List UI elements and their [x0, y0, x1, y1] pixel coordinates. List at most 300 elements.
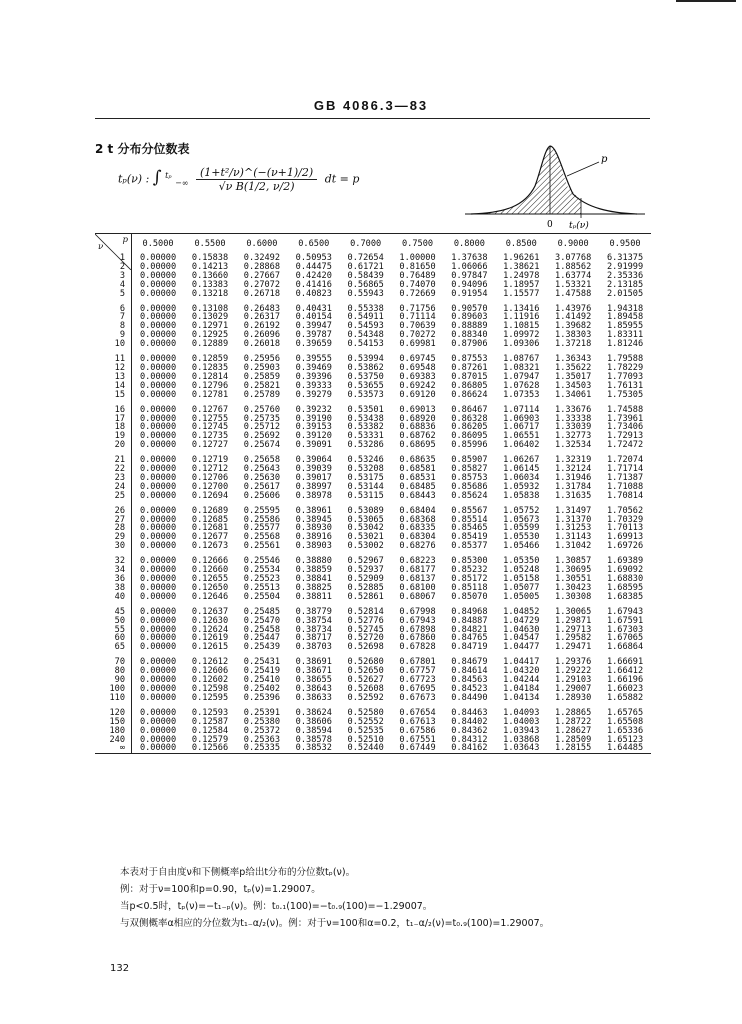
quantile-cell: 1.06145: [503, 464, 540, 475]
table-row: [95, 643, 651, 652]
quantile-cell: 0.68335: [399, 523, 436, 534]
quantile-cell: 1.10815: [503, 321, 540, 332]
nu-cell: 10: [95, 340, 132, 349]
quantile-cell: 0.40154: [295, 312, 332, 323]
quantile-cell: 1.32773: [555, 431, 592, 442]
quantile-cell: 1.30695: [555, 565, 592, 576]
quantile-cell: 0.12637: [191, 606, 229, 617]
quantile-cell: 1.05673: [503, 514, 540, 525]
quantile-cell: 0.85624: [451, 490, 488, 501]
quantile-cell: 0.25595: [243, 505, 281, 516]
quantile-cell: 0.12694: [191, 490, 229, 501]
quantile-cell: 0.67551: [399, 734, 436, 745]
quantile-cell: 0.86205: [451, 422, 488, 433]
quantile-cell: 0.44475: [295, 261, 332, 272]
quantile-cell: 0.85465: [451, 523, 488, 534]
quantile-cell: 0.39396: [295, 371, 332, 382]
quantile-cell: 0.00000: [139, 481, 177, 492]
quantile-cell: 0.38903: [295, 541, 332, 552]
nu-cell: 150: [95, 718, 132, 727]
quantile-cell: 0.25577: [243, 523, 281, 534]
quantile-cell: 1.05752: [503, 505, 540, 516]
quantile-cell: 0.67801: [399, 657, 436, 668]
quantile-cell: 0.25712: [243, 422, 281, 433]
table-body: [95, 254, 651, 754]
quantile-cell: 1.30857: [555, 556, 592, 567]
quantile-cell: 0.67654: [399, 707, 436, 718]
quantile-cell: 1.18957: [503, 279, 540, 290]
quantile-cell: 0.00000: [139, 734, 177, 745]
quantile-cell: 0.85567: [451, 505, 488, 516]
quantile-cell: 0.52745: [347, 624, 384, 635]
quantile-cell: 0.12566: [184, 744, 236, 753]
quantile-cell: 0.00000: [139, 532, 177, 543]
quantile-cell: 0.52552: [347, 716, 384, 727]
quantile-cell: 0.85907: [451, 455, 488, 466]
quantile-cell: 1.65765: [606, 707, 644, 718]
quantile-cell: 0.00000: [139, 362, 177, 373]
quantile-cell: 0.84563: [451, 675, 488, 686]
formula-integral: ∫: [152, 167, 162, 188]
quantile-cell: 0.12584: [191, 725, 229, 736]
quantile-cell: 1.05350: [503, 556, 540, 567]
quantile-cell: 1.73961: [606, 413, 644, 424]
zero-label: 0: [547, 220, 553, 230]
quantile-cell: 0.25534: [243, 565, 281, 576]
table-row: [95, 593, 651, 602]
quantile-cell: 0.00000: [139, 591, 177, 602]
quantile-cell: 1.28930: [555, 692, 592, 703]
quantile-cell: 0.52861: [347, 591, 384, 602]
quantile-cell: 1.68830: [606, 574, 644, 584]
quantile-cell: 0.67586: [399, 725, 436, 736]
quantile-cell: 0.52776: [347, 615, 384, 626]
quantile-cell: 0.12650: [191, 582, 229, 593]
nu-cell: 20: [95, 441, 132, 450]
formula-numerator: (1+t²/ν)^(−(ν+1)/2): [196, 166, 317, 180]
p-leader: [567, 162, 599, 176]
quantile-cell: 1.30065: [555, 606, 592, 617]
quantile-cell: 0.68485: [399, 481, 436, 492]
quantile-cell: 0.00000: [139, 615, 177, 626]
nu-cell: 55: [95, 626, 132, 635]
quantile-cell: 0.00000: [139, 523, 177, 534]
table-row: [95, 441, 651, 450]
quantile-cell: 1.04547: [503, 633, 540, 644]
quantile-cell: 0.25956: [243, 354, 281, 365]
quantile-cell: 0.25391: [243, 707, 281, 718]
nu-cell: 8: [95, 322, 132, 331]
quantile-cell: 0.00000: [139, 389, 177, 400]
quantile-cell: 1.15577: [503, 288, 540, 299]
column-header: 0.6500: [288, 234, 340, 255]
quantile-cell: 1.04477: [503, 642, 540, 653]
quantile-cell: 1.47588: [555, 288, 592, 299]
quantile-cell: 0.38859: [295, 565, 332, 576]
nu-cell: 21: [95, 456, 132, 465]
quantile-cell: 0.12593: [191, 707, 229, 718]
quantile-cell: 0.25617: [243, 481, 281, 492]
quantile-cell: 0.00000: [139, 464, 177, 475]
quantile-cell: 0.13108: [191, 303, 229, 314]
corner-nu-label: ν: [98, 242, 104, 253]
quantile-cell: 1.04093: [503, 707, 540, 718]
quantile-cell: 1.11916: [503, 312, 540, 323]
quantile-cell: 1.07114: [503, 404, 540, 415]
quantile-cell: 0.12925: [191, 330, 229, 341]
quantile-cell: 1.34503: [555, 380, 592, 391]
nu-cell: 110: [95, 694, 132, 703]
quantile-cell: 1.05932: [503, 481, 540, 492]
quantile-cell: 0.38633: [295, 692, 332, 703]
quantile-cell: 1.06034: [503, 472, 540, 483]
quantile-cell: 1.29103: [555, 675, 592, 686]
nu-cell: 34: [95, 566, 132, 575]
quantile-cell: 0.39787: [295, 330, 332, 341]
quantile-cell: 0.38594: [295, 725, 332, 736]
quantile-cell: 0.85827: [451, 464, 488, 475]
quantile-cell: 0.84463: [451, 707, 488, 718]
nu-cell: 40: [95, 593, 132, 602]
quantile-cell: 0.12745: [191, 422, 229, 433]
quantile-cell: 0.52885: [347, 582, 384, 593]
quantile-cell: 1.31497: [555, 505, 592, 516]
quantile-cell: 0.13383: [191, 279, 229, 290]
formula-lhs: tₚ(ν) :: [118, 172, 150, 186]
quantile-cell: 0.00000: [139, 472, 177, 483]
quantile-cell: 0.52608: [347, 683, 384, 694]
formula-upper-limit: tₚ: [165, 170, 172, 180]
quantile-cell: 0.53750: [347, 371, 384, 382]
quantile-cell: 0.67828: [399, 642, 436, 653]
quantile-cell: 0.25546: [243, 556, 281, 567]
quantile-cell: 0.25674: [243, 440, 281, 451]
quantile-cell: 0.38624: [295, 707, 332, 718]
note-line: 例：对于ν=100和p=0.90，tₚ(ν)=1.29007。: [120, 884, 321, 895]
quantile-cell: 0.00000: [139, 288, 177, 299]
quantile-cell: 1.28865: [555, 707, 592, 718]
quantile-cell: 0.53286: [347, 440, 384, 451]
quantile-cell: 1.33676: [555, 404, 592, 415]
quantile-cell: 0.39469: [295, 362, 332, 373]
quantile-cell: 0.52592: [347, 692, 384, 703]
quantile-cell: 0.12835: [191, 362, 229, 373]
quantile-cell: 0.00000: [139, 565, 177, 576]
quantile-cell: 0.25859: [243, 371, 281, 382]
quantile-cell: 0.25735: [243, 413, 281, 424]
quantile-cell: 0.39947: [295, 321, 332, 332]
quantile-cell: 1.28627: [555, 725, 592, 736]
quantile-cell: 0.52937: [347, 565, 384, 576]
quantile-cell: 0.39279: [295, 389, 332, 400]
quantile-cell: 0.55943: [347, 288, 384, 299]
quantile-cell: 0.38754: [295, 615, 332, 626]
quantile-cell: 1.04003: [503, 716, 540, 727]
quantile-cell: 0.89603: [451, 312, 488, 323]
quantile-cell: 0.53994: [347, 354, 384, 365]
quantile-cell: 0.53115: [347, 490, 384, 501]
quantile-cell: 0.67943: [399, 615, 436, 626]
top-edge-mark: [676, 0, 736, 2]
formula-lower-limit: −∞: [175, 178, 189, 188]
quantile-cell: 0.00000: [139, 633, 177, 644]
quantile-cell: 0.25335: [236, 744, 288, 753]
quantile-cell: 0.12598: [191, 683, 229, 694]
nu-cell: 50: [95, 617, 132, 626]
quantile-cell: 1.05530: [503, 532, 540, 543]
quantile-cell: 0.00000: [139, 514, 177, 525]
quantile-cell: 0.67673: [399, 692, 436, 703]
t-density-figure: [465, 136, 645, 232]
quantile-cell: 1.38621: [503, 261, 540, 272]
quantile-cell: 1.34061: [555, 389, 592, 400]
quantile-cell: 0.68100: [399, 582, 436, 593]
nu-cell: 2: [95, 263, 132, 272]
table-row: [95, 744, 651, 753]
table-row: [95, 542, 651, 551]
quantile-cell: 0.00000: [139, 339, 177, 350]
quantile-cell: 1.35017: [555, 371, 592, 382]
quantile-cell: 0.76489: [399, 270, 436, 281]
quantile-cell: 0.67613: [399, 716, 436, 727]
quantile-cell: 0.53144: [347, 481, 384, 492]
nu-cell: 15: [95, 391, 132, 400]
quantile-cell: 0.67723: [399, 675, 436, 686]
quantile-cell: 0.53246: [347, 455, 384, 466]
quantile-cell: 0.39017: [295, 472, 332, 483]
quantile-cell: 0.25789: [243, 389, 281, 400]
quantile-cell: 0.38691: [295, 657, 332, 668]
quantile-cell: 1.81246: [606, 339, 644, 350]
quantile-cell: 1.83311: [606, 330, 644, 341]
quantile-cell: 0.67998: [399, 606, 436, 617]
quantile-cell: 1.74588: [606, 404, 644, 415]
quantile-cell: 0.38825: [295, 582, 332, 593]
quantile-cell: 2.13185: [606, 279, 644, 290]
quantile-cell: 1.03643: [495, 744, 547, 753]
quantile-cell: 0.52967: [347, 556, 384, 567]
quantile-cell: 0.13029: [191, 312, 229, 323]
quantile-cell: 1.88562: [555, 261, 592, 272]
quantile-cell: 0.12706: [191, 472, 229, 483]
nu-cell: 240: [95, 736, 132, 745]
quantile-cell: 0.53175: [347, 472, 384, 483]
quantile-cell: 0.25568: [243, 532, 281, 543]
quantile-cell: 0.25760: [243, 404, 281, 415]
quantile-cell: 1.33039: [555, 422, 592, 433]
quantile-cell: 1.05248: [503, 565, 540, 576]
quantile-cell: 1.32534: [555, 440, 592, 451]
quantile-cell: 0.85996: [451, 440, 488, 451]
quantile-cell: 1.71088: [606, 481, 644, 492]
quantile-cell: 0.69745: [399, 354, 436, 365]
quantile-cell: 1.89458: [606, 312, 644, 323]
quantile-cell: 0.12612: [191, 657, 229, 668]
quantile-cell: 1.31253: [555, 523, 592, 534]
quantile-cell: 0.12624: [191, 624, 229, 635]
quantile-cell: 0.25372: [243, 725, 281, 736]
quantile-cell: 0.68177: [399, 565, 436, 576]
quantile-cell: 0.53021: [347, 532, 384, 543]
quantile-cell: 0.14213: [191, 261, 229, 272]
quantile-cell: 1.07947: [503, 371, 540, 382]
quantile-cell: 0.38811: [295, 591, 332, 602]
quantile-cell: 1.72913: [606, 431, 644, 442]
table-row: [95, 290, 651, 299]
nu-cell: 120: [95, 709, 132, 718]
quantile-cell: 0.26192: [243, 321, 281, 332]
quantile-cell: 1.39682: [555, 321, 592, 332]
density-shaded-area: [471, 146, 581, 214]
quantile-cell: 0.84765: [451, 633, 488, 644]
quantile-cell: 0.12700: [191, 481, 229, 492]
quantile-cell: 0.38916: [295, 532, 332, 543]
quantile-cell: 0.87906: [451, 339, 488, 350]
quantile-cell: 0.54153: [347, 339, 384, 350]
quantile-cell: 0.39064: [295, 455, 332, 466]
quantile-cell: 1.04184: [503, 683, 540, 694]
quantile-cell: 0.39091: [295, 440, 332, 451]
quantile-cell: 1.29871: [555, 615, 592, 626]
quantile-cell: 0.41416: [295, 279, 332, 290]
quantile-cell: 0.39232: [295, 404, 332, 415]
nu-cell: 7: [95, 313, 132, 322]
quantile-cell: 0.25692: [243, 431, 281, 442]
quantile-cell: 0.68695: [399, 440, 436, 451]
quantile-cell: 0.00000: [139, 716, 177, 727]
quantile-cell: 0.67757: [399, 666, 436, 677]
quantile-cell: 0.38671: [295, 666, 332, 677]
quantile-cell: 1.94318: [606, 303, 644, 314]
quantile-cell: 0.54593: [347, 321, 384, 332]
quantile-cell: 0.68836: [399, 422, 436, 433]
p-label: p: [601, 154, 608, 165]
quantile-cell: 0.38880: [295, 556, 332, 567]
quantile-cell: 0.52909: [347, 574, 384, 584]
quantile-cell: 1.63774: [555, 270, 592, 281]
quantile-cell: 0.53002: [347, 541, 384, 552]
quantile-cell: 1.29007: [555, 683, 592, 694]
quantile-cell: 0.00000: [139, 683, 177, 694]
nu-cell: 22: [95, 465, 132, 474]
quantile-cell: 0.12814: [191, 371, 229, 382]
nu-cell: 1: [95, 254, 132, 263]
quantile-cell: 0.00000: [139, 455, 177, 466]
quantile-cell: 0.38655: [295, 675, 332, 686]
quantile-cell: 0.25396: [243, 692, 281, 703]
quantile-cell: 0.00000: [139, 642, 177, 653]
corner-p-label: p: [122, 235, 128, 245]
quantile-cell: 1.37218: [555, 339, 592, 350]
quantile-cell: 0.54348: [347, 330, 384, 341]
quantile-cell: 0.25447: [243, 633, 281, 644]
nu-cell: 29: [95, 533, 132, 542]
formula-denominator: √ν B(1/2, ν/2): [218, 180, 295, 193]
quantile-cell: 1.06551: [503, 431, 540, 442]
nu-cell: 18: [95, 423, 132, 432]
nu-cell: ∞: [95, 744, 132, 753]
quantile-cell: 0.12689: [191, 505, 229, 516]
quantile-cell: 0.38961: [295, 505, 332, 516]
quantile-cell: 0.72654: [347, 253, 384, 263]
quantile-cell: 0.00000: [139, 490, 177, 501]
quantile-cell: 0.67898: [399, 624, 436, 635]
quantile-cell: 0.15838: [191, 253, 229, 263]
quantile-cell: 0.12666: [191, 556, 229, 567]
standard-number-header: GB 4086.3—83: [313, 98, 429, 113]
quantile-cell: 1.65123: [606, 734, 644, 745]
quantile-cell: 1.38303: [555, 330, 592, 341]
quantile-cell: 0.69383: [399, 371, 436, 382]
quantile-cell: 0.52814: [347, 606, 384, 617]
note-line: 与双侧概率α相应的分位数为t₁₋α/₂(ν)。例：对于ν=100和α=0.2，t₁₋α/₂(ν)=t₀.₉(100)=1.29007。: [120, 918, 550, 929]
quantile-cell: 0.00000: [139, 431, 177, 442]
quantile-cell: 0.32492: [243, 253, 281, 263]
quantile-cell: 0.70639: [399, 321, 436, 332]
quantile-cell: 0.68137: [399, 574, 436, 584]
quantile-cell: 0.69013: [399, 404, 436, 415]
table-row: [95, 492, 651, 501]
quantile-cell: 0.87261: [451, 362, 488, 373]
nu-cell: 11: [95, 355, 132, 364]
quantile-cell: 0.70272: [399, 330, 436, 341]
quantile-cell: 1.05838: [503, 490, 540, 501]
quantile-cell: 1.31635: [555, 490, 592, 501]
quantile-cell: 0.00000: [139, 371, 177, 382]
quantile-cell: 0.25561: [243, 541, 281, 552]
quantile-cell: 1.30423: [555, 582, 592, 593]
quantile-cell: 0.25903: [243, 362, 281, 373]
quantile-cell: 0.85172: [451, 574, 488, 584]
nu-cell: 180: [95, 727, 132, 736]
nu-cell: 3: [95, 272, 132, 281]
quantile-cell: 0.42420: [295, 270, 332, 281]
nu-cell: 32: [95, 557, 132, 566]
quantile-cell: 0.38734: [295, 624, 332, 635]
quantile-cell: 0.00000: [139, 404, 177, 415]
column-header: 0.7000: [340, 234, 392, 255]
quantile-cell: 6.31375: [606, 253, 644, 263]
quantile-cell: 1.36343: [555, 354, 592, 365]
quantile-cell: 1.06903: [503, 413, 540, 424]
tp-label: tₚ(ν): [569, 221, 589, 231]
quantile-cell: 0.88889: [451, 321, 488, 332]
nu-cell: 27: [95, 516, 132, 525]
quantile-cell: 1.29582: [555, 633, 592, 644]
quantile-cell: 0.38841: [295, 574, 332, 584]
quantile-cell: 0.12685: [191, 514, 229, 525]
quantile-cell: 0.00000: [139, 582, 177, 593]
quantile-cell: 0.88340: [451, 330, 488, 341]
quantile-cell: 1.07628: [503, 380, 540, 391]
quantile-cell: 0.85686: [451, 481, 488, 492]
quantile-cell: 0.53438: [347, 413, 384, 424]
quantile-cell: 2.01505: [606, 288, 644, 299]
quantile-cell: 0.67449: [392, 744, 444, 753]
quantile-cell: 0.40431: [295, 303, 332, 314]
quantile-cell: 0.52698: [347, 642, 384, 653]
quantile-cell: 0.00000: [139, 574, 177, 584]
nu-cell: 4: [95, 281, 132, 290]
quantile-cell: 1.53321: [555, 279, 592, 290]
nu-cell: 17: [95, 415, 132, 424]
quantile-cell: 1.31370: [555, 514, 592, 525]
quantile-cell: 0.00000: [139, 312, 177, 323]
quantile-cell: 0.74070: [399, 279, 436, 290]
quantile-cell: 0.56865: [347, 279, 384, 290]
nu-cell: 13: [95, 373, 132, 382]
quantile-cell: 0.25643: [243, 464, 281, 475]
